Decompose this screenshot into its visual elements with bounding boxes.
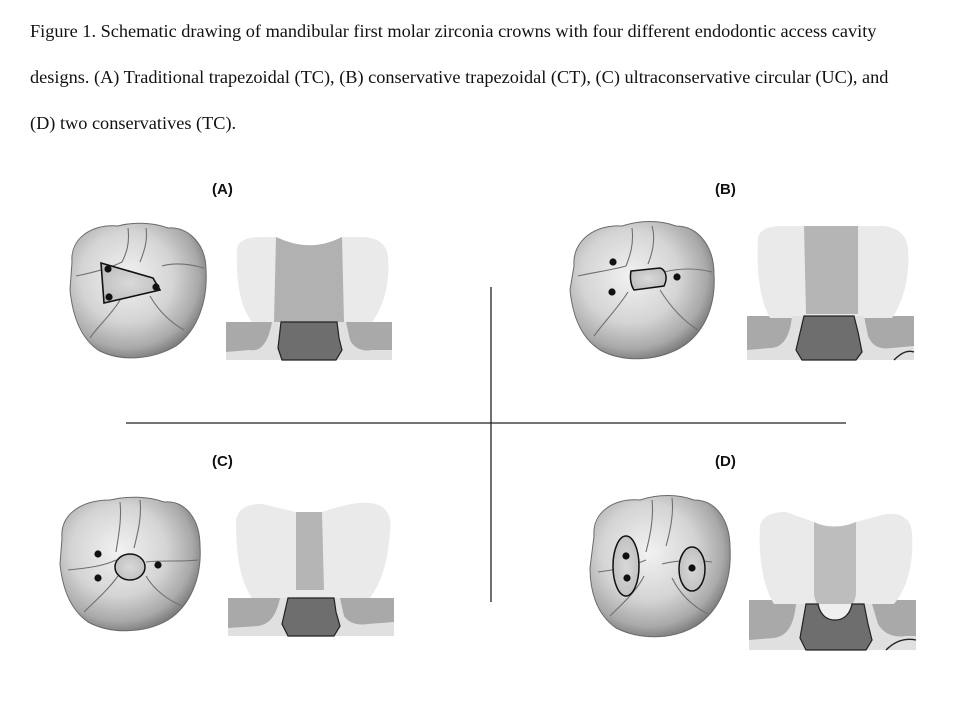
canal-orifice (608, 288, 615, 295)
panel-c-occlusal-view (60, 497, 200, 631)
caption-line-2: designs. (A) Traditional trapezoidal (TC), (B) conservative trapezoidal (CT), (C) ultraconservative circular (UC), and (30, 67, 889, 87)
panel-c-section-view (228, 503, 394, 636)
canal-orifice (622, 552, 629, 559)
canal-orifice (104, 265, 111, 272)
panel-b-occlusal-view (570, 222, 714, 359)
panel-d-section-view (749, 512, 916, 650)
canal-orifice (673, 273, 680, 280)
panel-d-occlusal-view (590, 496, 730, 637)
access-cavity-conservative-trapezoidal (630, 268, 666, 290)
access-cavity-circular (115, 554, 145, 580)
caption-line-1: Figure 1. Schematic drawing of mandibular first molar zirconia crowns with four different endodontic access cavity (30, 21, 877, 41)
canal-orifice (94, 550, 101, 557)
panel-a-section-view (226, 237, 392, 360)
canal-orifice (94, 574, 101, 581)
panel-a-occlusal-view (70, 223, 206, 358)
panel-label-a: (A) (212, 181, 233, 198)
canal-orifice (609, 258, 616, 265)
panel-label-b: (B) (715, 181, 736, 198)
access-cavity-mesial (613, 536, 639, 596)
canal-orifice (688, 564, 695, 571)
canal-orifice (152, 283, 159, 290)
canal-orifice (105, 293, 112, 300)
panel-label-d: (D) (715, 453, 736, 470)
panel-label-c: (C) (212, 453, 233, 470)
panel-b-section-view (747, 226, 914, 360)
canal-orifice (154, 561, 161, 568)
caption-line-3: (D) two conservatives (TC). (30, 113, 237, 133)
canal-orifice (623, 574, 630, 581)
